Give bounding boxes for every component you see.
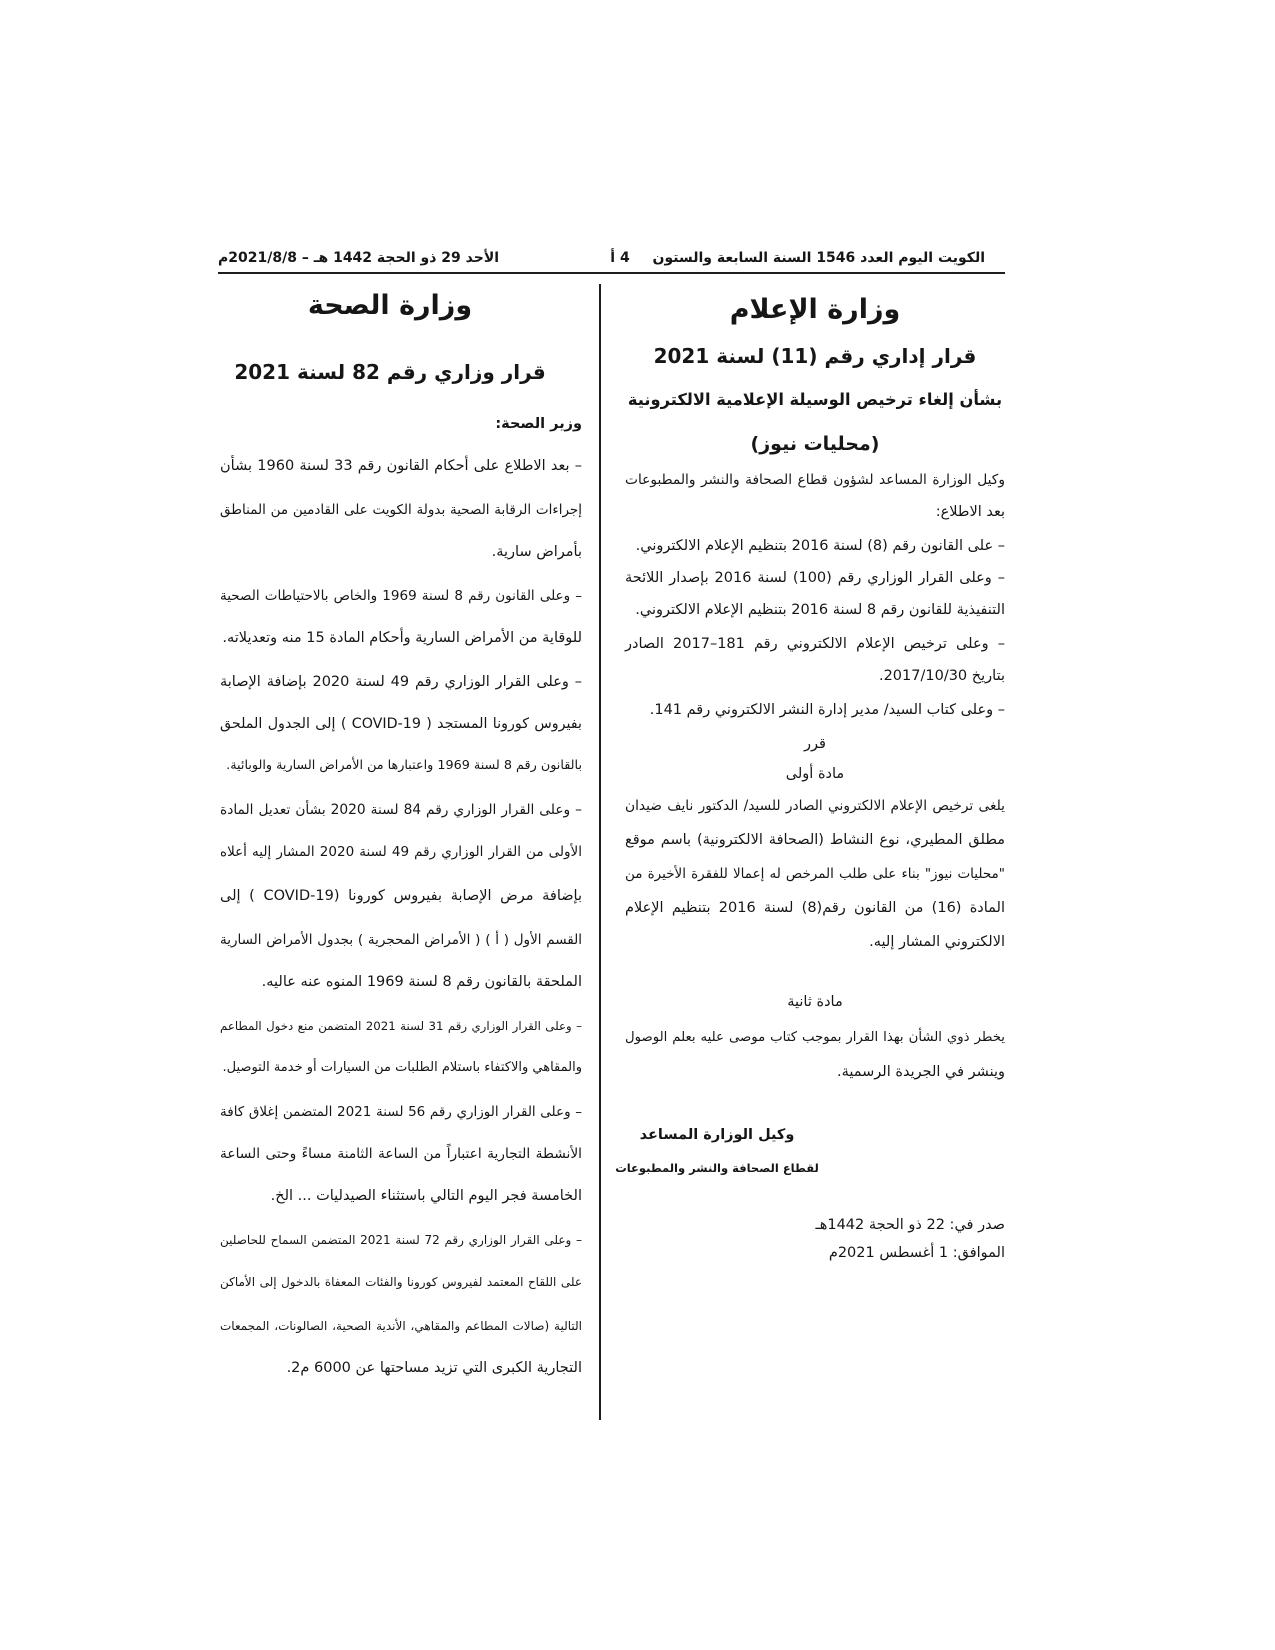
body-line: القسم الأول ( أ ) ( الأمراض المحجرية ) بجدول الأمراض السارية <box>220 932 582 948</box>
signatory-title: وكيل الوزارة المساعد <box>639 1127 795 1143</box>
body-line: – على القانون رقم (8) لسنة 2016 بتنظيم الإعلام الالكتروني. <box>635 538 1005 554</box>
body-line: بتاريخ 2017/10/30. <box>878 668 1005 684</box>
issued-gregorian-date: الموافق: 1 أغسطس 2021م <box>828 1245 1005 1261</box>
body-line: بإضافة مرض الإصابة بفيروس كورونا (COVID-19 ) إلى <box>220 888 582 904</box>
ministry-title-health: وزارة الصحة <box>307 290 473 321</box>
body-line: للوقاية من الأمراض السارية وأحكام المادة 15 منه وتعديلاته. <box>222 630 582 646</box>
header-rule <box>218 272 1005 274</box>
body-line: بعد الاطلاع: <box>935 504 1005 520</box>
body-line: على اللقاح المعتمد لفيروس كورونا والفئات المعفاة بالدخول إلى الأماكن <box>220 1275 582 1289</box>
decision-subject-name: (محليات نيوز) <box>750 433 880 455</box>
page-number: 4 أ <box>610 250 630 266</box>
ministry-title-information: وزارة الإعلام <box>729 294 901 325</box>
body-line: التالية (صالات المطاعم والمقاهي، الأندية الصحية، الصالونات، المجمعات <box>220 1319 582 1333</box>
body-line: يخطر ذوي الشأن بهذا القرار بموجب كتاب موصى عليه بعلم الوصول <box>625 1030 1005 1045</box>
decision-title-information: قرار إداري رقم (11) لسنة 2021 <box>653 344 977 368</box>
body-line: بأمراض سارية. <box>491 544 582 560</box>
body-line: وينشر في الجريدة الرسمية. <box>837 1064 1005 1080</box>
body-line: – وعلى كتاب السيد/ مدير إدارة النشر الالكتروني رقم 141. <box>649 702 1005 718</box>
body-line: وكيل الوزارة المساعد لشؤون قطاع الصحافة والنشر والمطبوعات <box>625 472 1005 488</box>
article-1-heading: مادة أولى <box>785 766 845 782</box>
article-2-heading: مادة ثانية <box>787 994 843 1010</box>
body-line: التجارية الكبرى التي تزيد مساحتها عن 6000 م2. <box>286 1360 582 1376</box>
decision-subject: بشأن إلغاء ترخيص الوسيلة الإعلامية الالكترونية <box>627 390 1003 409</box>
body-line: – وعلى القرار الوزاري رقم 56 لسنة 2021 المتضمن إغلاق كافة <box>220 1104 582 1120</box>
column-divider <box>599 284 601 1420</box>
body-line: يلغى ترخيص الإعلام الالكتروني الصادر للسيد/ الدكتور نايف ضيدان <box>625 798 1005 814</box>
addressee-line: وزير الصحة: <box>495 416 582 432</box>
body-line: بفيروس كورونا المستجد ( COVID-19 ) إلى الجدول الملحق <box>220 716 582 732</box>
decision-title-health: قرار وزاري رقم 82 لسنة 2021 <box>234 360 546 384</box>
body-line: الأنشطة التجارية اعتباراً من الساعة الثامنة مساءً وحتى الساعة <box>220 1146 582 1162</box>
body-line: التنفيذية للقانون رقم 8 لسنة 2016 بتنظيم الإعلام الالكتروني. <box>635 602 1005 618</box>
body-line: والمقاهي والاكتفاء باستلام الطلبات من السيارات أو خدمة التوصيل. <box>222 1060 582 1075</box>
issued-hijri-date: صدر في: 22 ذو الحجة 1442هـ <box>815 1217 1005 1233</box>
body-line: الأولى من القرار الوزاري رقم 49 لسنة 2020 المشار إليه أعلاه <box>220 844 583 860</box>
body-line: – وعلى القانون رقم 8 لسنة 1969 والخاص بالاحتياطات الصحية <box>220 588 583 604</box>
body-line: بالقانون رقم 8 لسنة 1969 واعتبارها من الأمراض السارية والوبائية. <box>226 758 582 773</box>
body-line: الملحقة بالقانون رقم 8 لسنة 1969 المنوه عنه عاليه. <box>261 974 582 990</box>
body-line: – وعلى القرار الوزاري رقم (100) لسنة 2016 بإصدار اللائحة <box>625 570 1005 586</box>
body-line: – بعد الاطلاع على أحكام القانون رقم 33 لسنة 1960 بشأن <box>220 458 582 474</box>
body-line: – وعلى القرار الوزاري رقم 49 لسنة 2020 بإضافة الإصابة <box>220 674 582 690</box>
decided-heading: قرر <box>804 736 826 752</box>
signatory-department: لقطاع الصحافة والنشر والمطبوعات <box>615 1161 819 1175</box>
body-line: – وعلى القرار الوزاري رقم 31 لسنة 2021 المتضمن منع دخول المطاعم <box>220 1019 582 1033</box>
body-line: المادة (16) من القانون رقم(8) لسنة 2016 بتنظيم الإعلام <box>625 900 1005 916</box>
body-line: – وعلى القرار الوزاري رقم 72 لسنة 2021 المتضمن السماح للحاصلين <box>220 1233 582 1247</box>
body-line: – وعلى ترخيص الإعلام الالكتروني رقم 181–2017 الصادر <box>625 636 1005 652</box>
body-line: مطلق المطيري، نوع النشاط (الصحافة الالكترونية) باسم موقع <box>625 832 1005 848</box>
body-line: الخامسة فجر اليوم التالي باستثناء الصيدليات ... الخ. <box>270 1188 582 1204</box>
issue-date: الأحد 29 ذو الحجة 1442 هـ – 2021/8/8م <box>218 250 500 266</box>
publication-header: الكويت اليوم العدد 1546 السنة السابعة والستون <box>652 250 985 266</box>
body-line: "محليات نيوز" بناء على طلب المرخص له إعمالا للفقرة الأخيرة من <box>625 866 1005 882</box>
body-line: – وعلى القرار الوزاري رقم 84 لسنة 2020 بشأن تعديل المادة <box>220 802 583 818</box>
body-line: إجراءات الرقابة الصحية بدولة الكويت على القادمين من المناطق <box>220 502 582 518</box>
body-line: الالكتروني المشار إليه. <box>869 934 1005 950</box>
